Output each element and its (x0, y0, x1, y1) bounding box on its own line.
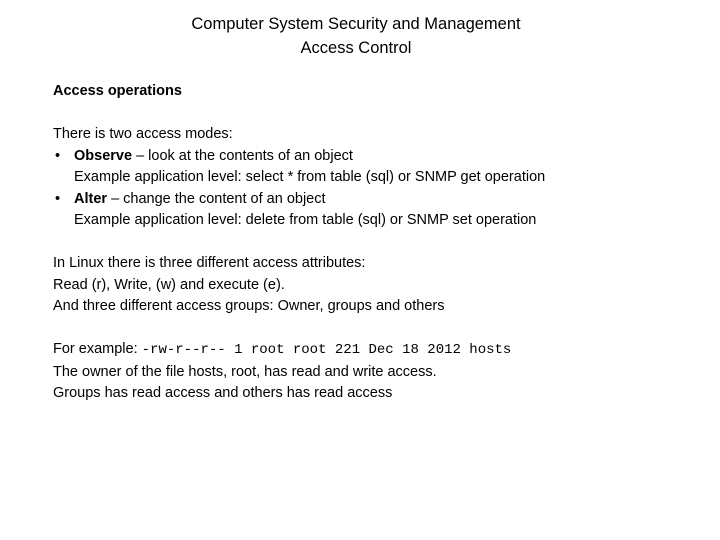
mode-term: Observe (74, 147, 133, 164)
example-prefix: For example: (53, 341, 142, 357)
mode-observe (53, 146, 703, 168)
mode-description: – look at the contents of an object (132, 147, 353, 164)
section-heading: Access operations (53, 83, 182, 99)
mode-example: Example application level: select * from table (sql) or SNMP get operation (74, 169, 546, 185)
mode-example: Example application level: delete from table (sql) or SNMP set operation (74, 212, 537, 228)
spacer (53, 232, 703, 254)
slide-title (0, 12, 712, 60)
bullet-mark: • (55, 190, 61, 207)
title-line-1: Computer System Security and Management (191, 15, 521, 33)
linux-permissions-text: Read (r), Write, (w) and execute (e). (53, 276, 285, 293)
intro-text: There is two access modes: (53, 126, 233, 142)
spacer (53, 318, 703, 340)
linux-attributes-text: In Linux there is three different access attributes: (53, 255, 366, 271)
example-groups-text: Groups has read access and others has read access (53, 385, 393, 401)
example-line (53, 339, 703, 362)
title-line-2: Access Control (300, 39, 412, 57)
linux-groups-text: And three different access groups: Owner, groups and others (53, 298, 445, 314)
spacer (53, 103, 703, 125)
mode-alter (53, 189, 703, 211)
example-owner-text: The owner of the file hosts, root, has read and write access. (53, 363, 437, 380)
slide-body (53, 81, 703, 405)
mode-description: – change the content of an object (107, 190, 326, 207)
mode-term: Alter (74, 190, 108, 207)
file-listing: -rw-r--r-- 1 root root 221 Dec 18 2012 hosts (141, 342, 512, 358)
bullet-mark: • (55, 147, 61, 164)
